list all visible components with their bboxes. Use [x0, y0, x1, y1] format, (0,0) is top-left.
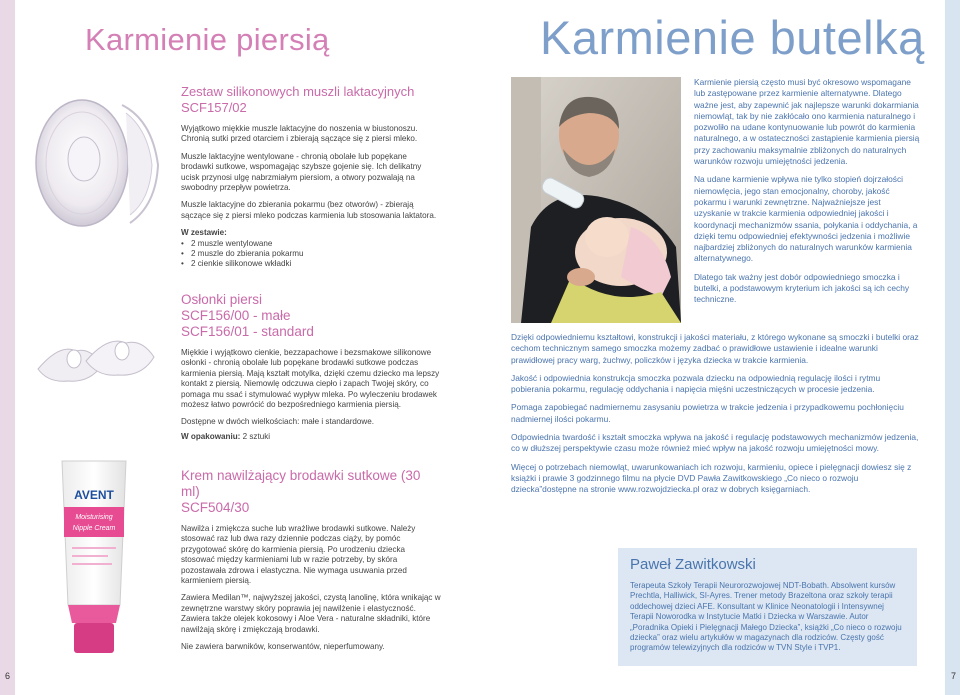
- cream-section: [181, 468, 441, 652]
- shields-code-standard: SCF156/01 - standard: [181, 324, 314, 339]
- tube-label-line2: Nipple Cream: [72, 525, 116, 532]
- shields-title: Osłonki piersi: [181, 292, 263, 307]
- cream-code: SCF504/30: [181, 500, 250, 515]
- cream-title: Krem nawilżający brodawki sutkowe (30 ml): [181, 468, 421, 499]
- shields-section: [181, 292, 441, 442]
- right-paragraph-3: Dlatego tak ważny jest dobór odpowiedniego smoczka i butelki, a podstawowym kryterium ich jakości są ich cechy techniczne.: [694, 271, 910, 305]
- page-number-right: 7: [950, 671, 956, 681]
- right-paragraph-1: Karmienie piersią często musi być okresowo wspomagane lub zastępowane przez karmienie alternatywne. Dlatego ważne jest, aby zapewnić jak najlepsze warunki dokarmiania niemowląt, tak by nie zakłócało ono karmienia naturalnego i pozwoliło na udane kontynuowanie lub powrót do karmienia naturalnego, a w ostateczności zastąpienie karmienia piersią przy zachowaniu maksymalnie zbliżonych do naturalnych warunków rozwoju umiejętności jedzenia.: [694, 77, 920, 167]
- shells-section: [181, 84, 441, 270]
- right-paragraph-4: Dzięki odpowiedniemu kształtowi, konstrukcji i jakości materiału, z którego wykonane są smoczki i butelki oraz cechom technicznym samego smoczka możemy zadbać o prawidłowe ustawienie i idealne warunki prawidłowej pracy warg, żuchwy, policzków i języka dziecka w trakcie karmienia.: [511, 332, 919, 365]
- right-column-top: [694, 77, 920, 313]
- shields-pack-value: 2 sztuki: [240, 431, 271, 441]
- shells-title: Zestaw silikonowych muszli laktacyjnych: [181, 84, 415, 99]
- shells-set-list: [181, 239, 441, 270]
- list-item: • 2 muszle wentylowane: [181, 239, 441, 249]
- nipple-cream-tube-image: [58, 455, 130, 655]
- cream-paragraph-1: Nawilża i zmiękcza suche lub wrażliwe brodawki sutkowe. Należy stosować raz lub dwa razy dziennie podczas ciąży, by pomóc przygotować skórę do karmienia piersią. Po urodzeniu dziecka stosować między karmieniami lub w razie potrzeby, by skóra pozostawała zdrowa i elastyczna. Nie wymaga usuwania przed karmieniem piersią.: [181, 524, 416, 586]
- nipple-shields-image: [30, 325, 160, 395]
- page-number-left: 6: [5, 671, 11, 681]
- author-name: Paweł Zawitkowski: [630, 556, 756, 573]
- right-column-bottom: [511, 332, 921, 503]
- tube-label-line1: Moisturising: [75, 514, 113, 521]
- shields-pack-label: W opakowaniu:: [181, 431, 241, 441]
- left-page-title: Karmienie piersią: [85, 22, 330, 57]
- right-page-title: Karmienie butelką: [540, 11, 925, 64]
- tube-brand: AVENT: [74, 488, 114, 502]
- left-edge-band: [0, 0, 15, 695]
- shields-code-small: SCF156/00 - małe: [181, 308, 291, 323]
- list-item: • 2 muszle do zbierania pokarmu: [181, 249, 441, 259]
- shields-pack-line: [181, 432, 441, 442]
- shells-code: SCF157/02: [181, 100, 247, 115]
- shells-set-label: W zestawie:: [181, 228, 227, 238]
- right-paragraph-8: Więcej o potrzebach niemowląt, uwarunkowaniach ich rozwoju, karmieniu, opiece i pielęgnacji dowiesz się z książki i prawie 3 godzinnego filmu na płycie DVD Pawła Zawitkowskiego „Co nieco o rozwoju dziecka”dostępne na stronie www.rozwojdziecka.pl oraz w dobrych księgarniach.: [511, 461, 912, 495]
- author-bio-text: Terapeuta Szkoły Terapii Neurorozwojowej NDT-Bobath. Absolwent kursów Prechtla, Halliwick, SI-Ayres. Trener metody Brazeltona oraz szkoły terapii oddechowej dzieci AFE. Konsultant w Klinice Neonatologii i Intensywnej Terapii Noworodka w Instytucie Matki i Dziecka w Warszawie. Autor „Poradnika Opieki i Pielęgnacji Małego Dziecka”, książki „Co nieco o rozwoju dziecka” oraz wielu artykułów w magazynach dla rodziców. Częsty gość programów telewizyjnych dla rodziców w TVN Style i TVP1.: [630, 581, 902, 653]
- right-paragraph-7: Odpowiednia twardość i kształt smoczka wpływa na jakość i regulację podstawowych mechanizmów jedzenia, co w dłuższej perspektywie czasu może również mieć wpływ na jakość rozwoju umiejętności mowy.: [511, 432, 919, 454]
- shields-paragraph-2: Dostępne w dwóch wielkościach: małe i standardowe.: [181, 417, 374, 427]
- shells-paragraph-1: Wyjątkowo miękkie muszle laktacyjne do noszenia w biustonoszu. Chronią sutki przed otarciem i zbierają sączące się z piersi mleko.: [181, 124, 418, 144]
- right-paragraph-2: Na udane karmienie wpływa nie tylko stopień dojrzałości niemowlęcia, jego stan emocjonalny, choroby, jakość pokarmu i warunki zewnętrzne. Najważniejsze jest uzyskanie w trakcie karmienia odpowiedniej jakości i koordynacji mechanizmów ssania, połykania i oddychania, a dzięki temu odpowiedniej efektywności jedzenia i możliwie najbardziej zbliżonych do naturalnych warunków karmienia alternatywnego.: [694, 174, 918, 264]
- father-bottle-feeding-photo: [511, 77, 681, 323]
- right-paragraph-5: Jakość i odpowiednia konstrukcja smoczka pozwala dziecku na odpowiednią regulację ilości i rytmu pobierania pokarmu, regulację oddychania i napięcia mięśni uczestniczących w procesie jedzenia.: [511, 372, 881, 395]
- list-item: • 2 cienkie silikonowe wkładki: [181, 259, 441, 269]
- right-edge-band: [945, 0, 960, 695]
- cream-paragraph-3: Nie zawiera barwników, konserwantów, nieperfumowany.: [181, 642, 385, 652]
- breast-shells-image: [30, 75, 170, 235]
- shells-paragraph-2: Muszle laktacyjne wentylowane - chronią obolałe lub popękane brodawki sutkowe, wspomagając szybsze gojenie się. Ich delikatny ucisk przynosi ulgę nabrzmiałym piersiom, a otwory pozwalają na swobodny przepływ powietrza.: [181, 151, 422, 193]
- shells-paragraph-3: Muszle laktacyjne do zbierania pokarmu (bez otworów) - zbierają sączące się z piersi mleko podczas karmienia lub stosowania laktatora.: [181, 200, 437, 220]
- cream-paragraph-2: Zawiera Medilan™, najwyższej jakości, czystą lanolinę, która wnikając w zewnętrzne warstwy skóry poprawia jej nawilżenie i elastyczność. Zawiera także olejek kokosowy i Aloe Vera - naturalne składniki, które nawilżają skórę i zmiękczają brodawki.: [181, 593, 441, 634]
- right-paragraph-6: Pomaga zapobiegać nadmiernemu zasysaniu powietrza w trakcie jedzenia i przypadkowemu pochłonięciu nadmiernej ilości pokarmu.: [511, 402, 904, 424]
- author-bio-box: [618, 548, 917, 666]
- shields-paragraph-1: Miękkie i wyjątkowo cienkie, bezzapachowe i bezsmakowe silikonowe osłonki - chronią obolałe lub popękane brodawki sutkowe podczas karmienia piersią. Mają kształt motylka, dzięki czemu dziecko ma lepszy kontakt z piersią. Niemowlę odczuwa ciepło i zapach Twojej skóry, co pomaga mu ssać i stymulować wypływ mleka. Po wyleczeniu brodawek możesz łatwo powrócić do bezpośredniego karmienia piersią.: [181, 348, 440, 410]
